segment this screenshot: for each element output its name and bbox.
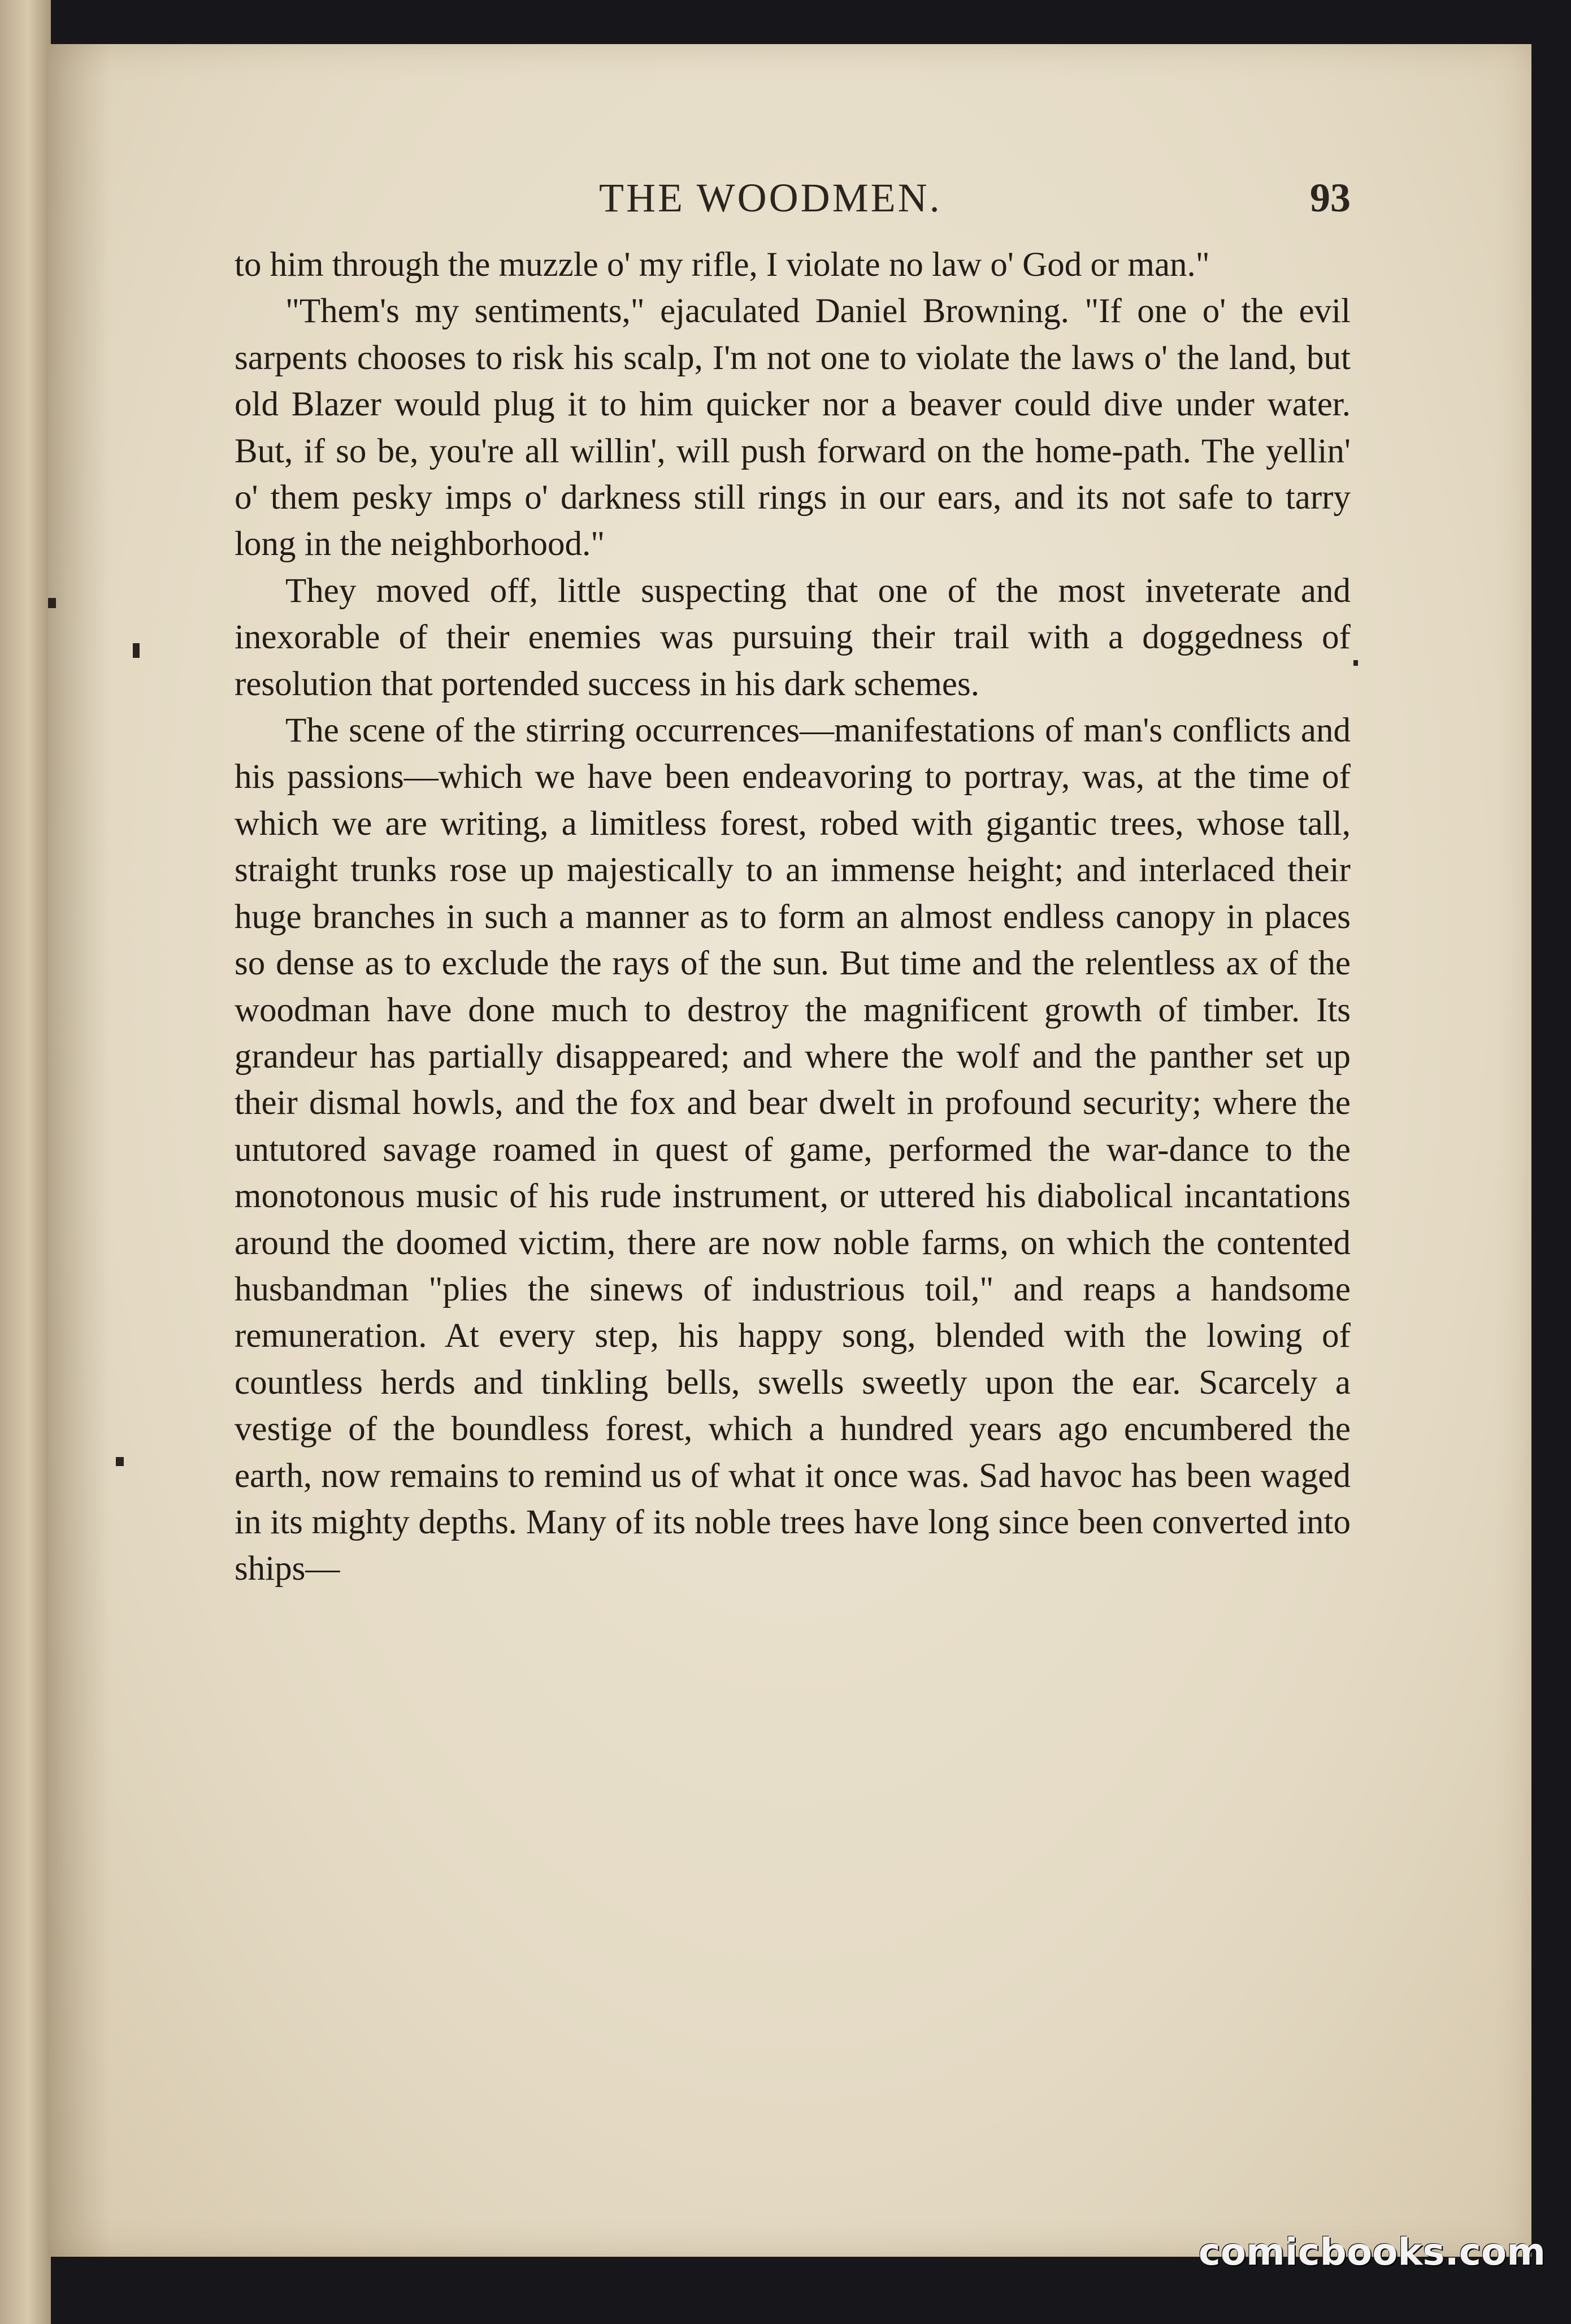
ink-speck bbox=[116, 1457, 124, 1466]
paragraph: to him through the muzzle o' my rifle, I violate no law o' God or man." bbox=[235, 246, 1210, 284]
running-head: THE WOODMEN. bbox=[599, 175, 942, 220]
book-left-edge bbox=[0, 0, 51, 2324]
watermark: comicbooks.com bbox=[1198, 2230, 1546, 2274]
body-text bbox=[235, 242, 1351, 1593]
page-gutter-shadow bbox=[48, 44, 110, 2257]
ink-speck bbox=[1353, 660, 1358, 666]
page-header bbox=[599, 170, 1351, 232]
paragraph: They moved off, little suspecting that one of the most inveterate and inexorable of their enemies was pursuing their trail with a doggedness of resolution that portended success in his dark schemes. bbox=[235, 571, 1351, 703]
paragraph: "Them's my sentiments," ejaculated Daniel Browning. "If one o' the evil sarpents chooses to risk his scalp, I'm not one to violate the laws o' the land, but old Blazer would plug it to him quicker nor a beaver could dive under water. But, if so be, you're all willin', will push forward on the home-path. The yellin' o' them pesky imps o' darkness still rings in our ears, and its not safe to tarry long in the neighborhood." bbox=[235, 292, 1351, 563]
ink-speck bbox=[48, 598, 56, 608]
page-number: 93 bbox=[1310, 175, 1351, 220]
paragraph: The scene of the stirring occurrences—manifestations of man's conflicts and his passions—which we have been endeavoring to portray, was, at the time of which we are writing, a limitless forest, robed with gigantic trees, whose tall, straight trunks rose up majestically to an immense height; and interlaced their huge branches in such a manner as to form an almost endless canopy in places so dense as to exclude the rays of the sun. But time and the relentless ax of the woodman have done much to destroy the magnificent growth of timber. Its grandeur has partially disappeared; and where the wolf and the panther set up their dismal howls, and the fox and bear dwelt in profound security; where the untutored savage roamed in quest of game, performed the war-dance to the monotonous music of his rude instrument, or uttered his diabolical incantations around the doomed victim, there are now noble farms, on which the contented husbandman "plies the sinews of industrious toil," and reaps a handsome remuneration. At every step, his happy song, blended with the lowing of countless herds and tinkling bells, swells sweetly upon the ear. Scarcely a vestige of the boundless forest, which a hundred years ago encumbered the earth, now remains to remind us of what it once was. Sad havoc has been waged in its mighty depths. Many of its noble trees have long since been converted into ships— bbox=[235, 712, 1351, 1588]
ink-speck bbox=[133, 643, 140, 658]
